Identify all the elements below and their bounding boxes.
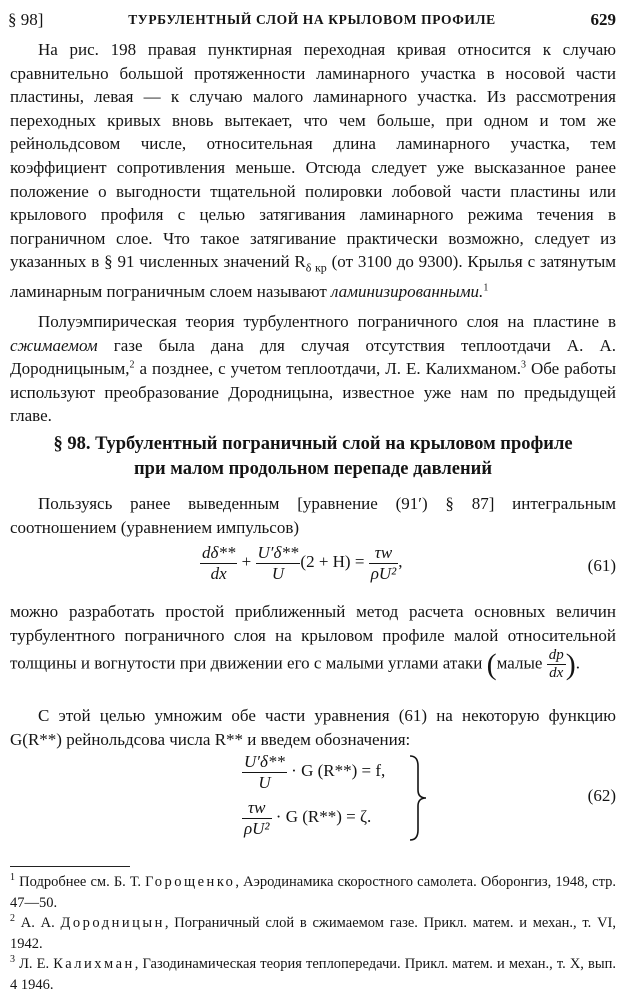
page-number: 629 xyxy=(590,10,616,29)
eq62-row-1-rest: · G (R**) = f, xyxy=(291,760,386,780)
p2-text-b: газе была дана для случая отсутствия теплоотдачи А. А. Дородницыным, xyxy=(10,335,616,379)
p1-text-a: На рис. 198 правая пунктирная переходная кривая относится к случаю сравнительно большой протяженности ламинарного участка в носовой части пластины, левая — к случаю малого ламинарного участка. Из рассмотрения переходных кривых вновь вытекает, что чем больше, при одном и том же рейнольдсовом числе, относительная длина ламинарного участка, тем коэффициент сопротивления меньше. Отсюда следует уже высказанное ранее положение о выгодности тщательной полировки лобовой части пластины или крылового профиля с целью затягивания ламинарного режима течения в пограничном слое. Что такое затягивание практически возможно, следует из указанных в § 91 численных значений xyxy=(10,40,616,272)
eq62-row-2 xyxy=(242,798,371,838)
paragraph-method xyxy=(10,600,616,683)
eq61-frac-3: $\frac{\tau w}{\text{ρU²}}$ xyxy=(370,543,397,583)
eq62-frac-1: $\frac{U'\delta**}{U}$ xyxy=(244,752,285,792)
running-head-title: ТУРБУЛЕНТНЫЙ СЛОЙ НА КРЫЛОВОМ ПРОФИЛЕ xyxy=(128,12,496,27)
eq61-plus: + xyxy=(241,551,252,571)
p4-end: . xyxy=(575,653,580,673)
p2-text-c: а позднее, с учетом теплоотдачи, Л. Е. Калихманом. xyxy=(134,359,521,379)
footnotes xyxy=(10,872,616,995)
p1-text-b: (от 3100 до 9300). Крылья с затянутым ламинарным пограничным слоем называют xyxy=(10,252,617,302)
section-heading xyxy=(10,432,616,482)
p1-italic-term: ламинизированными. xyxy=(331,282,484,302)
section-heading-line-2: при малом продольном перепаде давлений xyxy=(134,459,492,479)
eq61-frac-2: $\frac{U'\delta**}{U}$ xyxy=(257,543,299,583)
equation-61-label: (61) xyxy=(587,556,616,575)
p4-text: можно разработать простой приближенный метод расчета основных величин турбулентного пограничного слоя на крыловом профиле малой относительной толщины и вогнутости при движении его с малыми углами атаки xyxy=(10,602,616,673)
reynolds-symbol: R xyxy=(294,252,306,272)
eq61-frac-1: $\frac{d\delta**}{dx}$ xyxy=(202,543,236,583)
p2-italic-term: сжимаемом xyxy=(10,335,98,355)
footnote-1: $^1$ Подробнее см. Б. Т. Горощенко, Аэродинамика скоростного самолета. Оборонгиз, 1948, стр. 47—50. xyxy=(10,872,616,911)
reynolds-subscript: δ кр xyxy=(305,260,327,275)
eq61-paren: (2 + H) = xyxy=(300,551,365,571)
footnote-ref-1[interactable]: 1 xyxy=(483,282,489,294)
eq61-comma: , xyxy=(398,551,403,571)
footnote-3: $^3$ Л. Е. Калихман, Газодинамическая теория теплопередачи. Прикл. матем. и механ., т. X, вып. 4 1946. xyxy=(10,954,616,993)
equation-61-body xyxy=(200,543,402,583)
footnote-2: $^2$ А. А. Дородницын, Пограничный слой в сжимаемом газе. Прикл. матем. и механ., т. VI, 1942. xyxy=(10,913,616,952)
running-head xyxy=(8,10,616,32)
paragraph-compressible-theory xyxy=(10,310,616,428)
footnote-rule xyxy=(10,866,130,867)
p5-text: С этой целью умножим обе части уравнения (61) на некоторую функцию G(R**) рейнольдсова числа R** и введем обозначения: xyxy=(10,706,616,749)
right-brace xyxy=(406,754,430,842)
footnote-ref-3[interactable]: 3 xyxy=(520,359,526,371)
equation-61 xyxy=(10,543,616,593)
p3-text: Пользуясь ранее выведенным [уравнение (91′) § 87] интегральным соотношением (уравнением импульсов) xyxy=(10,494,616,537)
footnote-ref-2[interactable]: 2 xyxy=(129,359,135,371)
section-heading-line-1: § 98. Турбулентный пограничный слой на крыловом профиле xyxy=(53,434,573,454)
paragraph-momentum-intro xyxy=(10,492,616,539)
dp-dx-fraction: $\frac{dp}{dx}$ xyxy=(548,647,564,682)
eq62-frac-2: $\frac{\tau w}{\text{ρU²}}$ xyxy=(244,798,270,838)
p2-text-a: Полуэмпирическая теория турбулентного пограничного слоя на пластине в xyxy=(38,312,616,331)
eq62-row-1 xyxy=(242,752,385,792)
equation-62 xyxy=(10,752,616,844)
paragraph-laminar-section xyxy=(10,38,616,304)
paren-close: ) xyxy=(565,647,576,681)
p2-text-d: Обе работы используют преобразование Дородницына, известное уже нам по предыдущей главе. xyxy=(10,359,616,426)
paragraph-function-g xyxy=(10,704,616,751)
equation-62-label: (62) xyxy=(587,786,616,805)
running-head-section: § 98] xyxy=(8,10,44,29)
eq62-row-2-rest: · G (R**) = ζ. xyxy=(275,806,372,826)
paren-open: ( xyxy=(486,647,497,681)
p4-paren-text: малые xyxy=(496,653,543,673)
